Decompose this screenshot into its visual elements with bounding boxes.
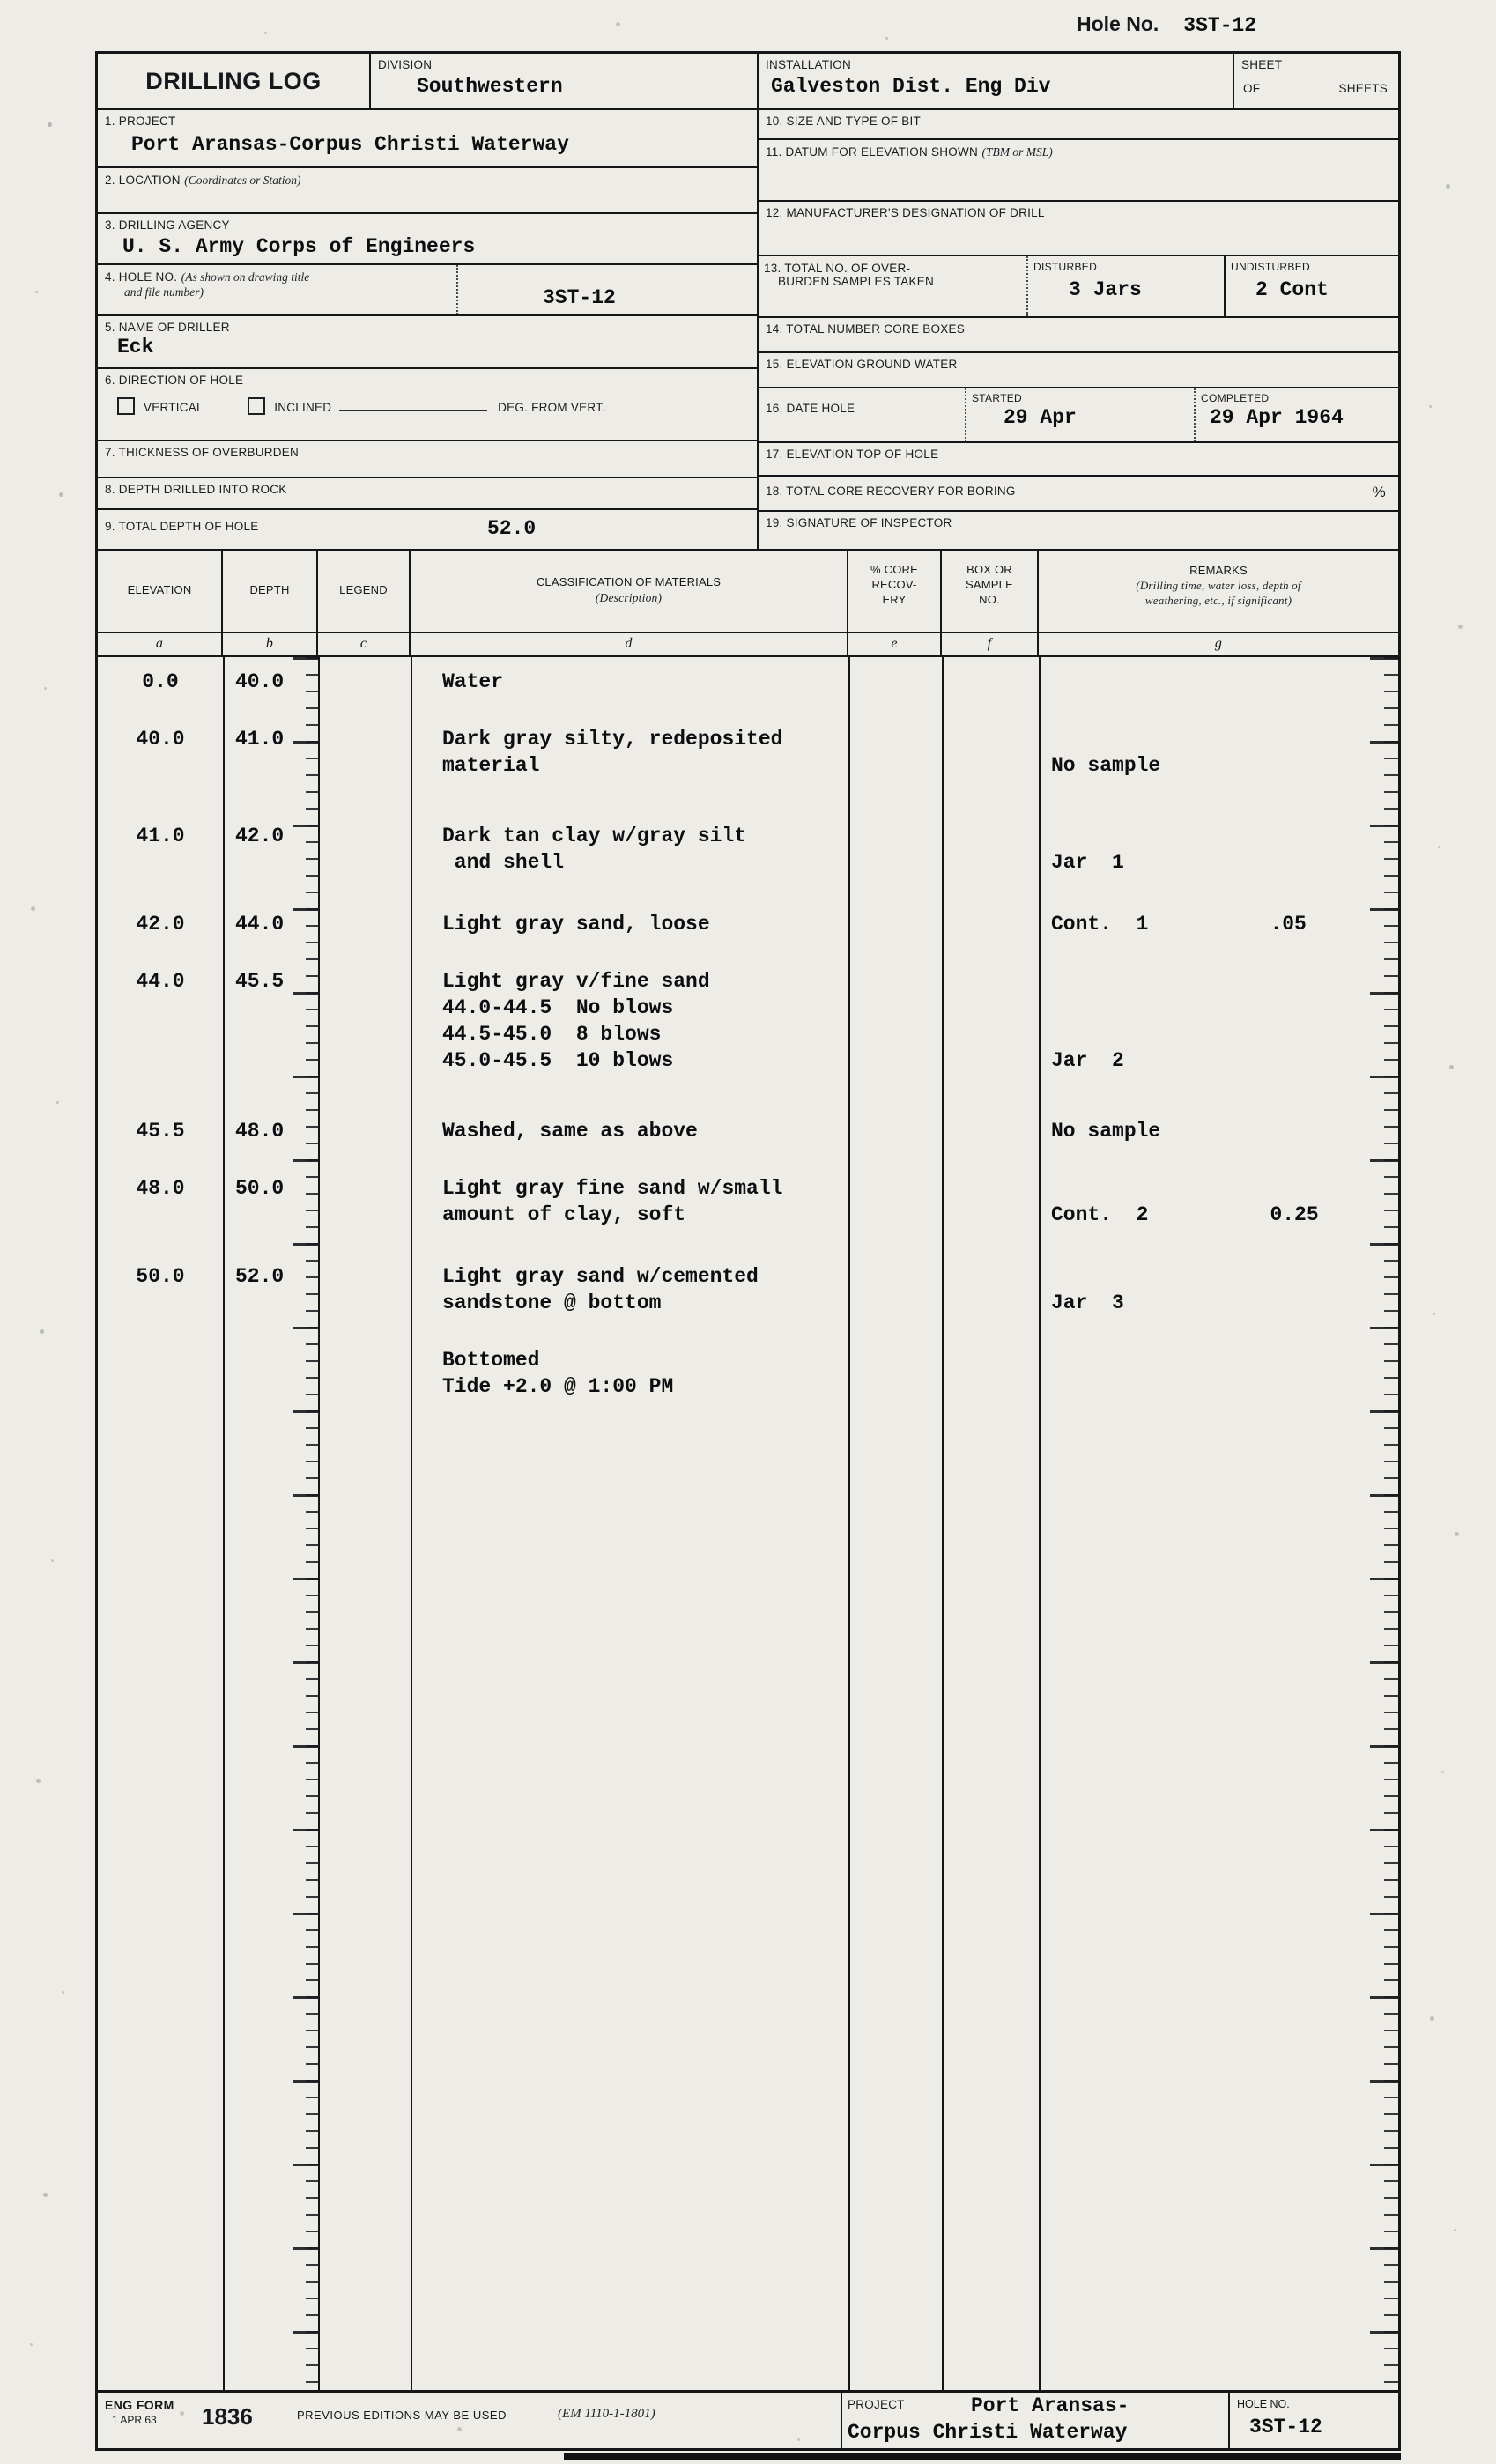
- footer-hole-value: 3ST-12: [1249, 2416, 1322, 2438]
- description-line: amount of clay, soft: [442, 1203, 686, 1226]
- entry-description: [411, 911, 848, 937]
- classification-header-note: (Description): [595, 591, 663, 604]
- entry-description: [411, 1118, 848, 1144]
- entry-box-sample: [942, 1175, 1039, 1228]
- field-core-boxes: [759, 318, 1398, 353]
- entry-description: [411, 968, 848, 1074]
- classification-sub-letter: d: [411, 632, 847, 655]
- description-line: and shell: [442, 851, 565, 874]
- entry-box-sample: [942, 1263, 1039, 1316]
- footer-project-box: [842, 2393, 1230, 2448]
- description-line: Tide +2.0 @ 1:00 PM: [442, 1375, 674, 1398]
- log-entry: [98, 1263, 1398, 1316]
- field-direction: [98, 369, 757, 441]
- field-drill-designation-label: 12. MANUFACTURER'S DESIGNATION OF DRILL: [766, 206, 1045, 219]
- description-line: Light gray v/fine sand: [442, 970, 710, 993]
- field-rock-depth: [98, 478, 757, 510]
- field-overburden-thickness: [98, 441, 757, 478]
- entry-remarks: [1039, 1118, 1398, 1144]
- entry-remarks: [1039, 669, 1398, 695]
- field-hole-no-divider: [456, 265, 458, 314]
- entry-depth: 44.0: [235, 913, 285, 936]
- elevation-sub-letter: a: [98, 632, 221, 655]
- depth-header-label: DEPTH: [249, 583, 290, 596]
- entry-elevation: 45.5: [136, 1120, 185, 1143]
- previous-editions-note: PREVIOUS EDITIONS MAY BE USED: [297, 2409, 507, 2422]
- field-bit: [759, 110, 1398, 140]
- entry-depth: 52.0: [235, 1265, 285, 1288]
- recovery-sub-letter: e: [848, 632, 940, 655]
- field-agency-value: U. S. Army Corps of Engineers: [122, 235, 476, 258]
- box-sub-letter: f: [942, 632, 1037, 655]
- date-started-label: STARTED: [972, 392, 1022, 404]
- form-title: DRILLING LOG: [145, 67, 322, 94]
- entry-description: [411, 1175, 848, 1228]
- field-top-elevation: [759, 443, 1398, 477]
- field-total-depth: [98, 510, 757, 549]
- sheet-box: [1234, 54, 1398, 108]
- entry-remarks: [1039, 823, 1398, 876]
- division-value: Southwestern: [417, 75, 563, 98]
- entry-legend: [318, 1118, 411, 1144]
- entry-legend: [318, 726, 411, 779]
- installation-box: [759, 54, 1234, 108]
- date-completed-label: COMPLETED: [1201, 392, 1270, 404]
- entry-legend: [318, 1263, 411, 1316]
- hole-no-value: 3ST-12: [1183, 14, 1257, 37]
- field-hole-no-note1: (As shown on drawing title: [181, 270, 310, 284]
- entry-depth: 40.0: [235, 670, 285, 693]
- em-reference: (EM 1110-1-1801): [558, 2407, 655, 2421]
- entry-elevation: 0.0: [142, 670, 179, 693]
- field-location-label: 2. LOCATION: [105, 174, 181, 187]
- undisturbed-label: UNDISTURBED: [1231, 261, 1310, 273]
- description-line: Light gray fine sand w/small: [442, 1177, 783, 1200]
- entry-depth: 41.0: [235, 728, 285, 751]
- sheet-of-label: OF: [1243, 82, 1261, 95]
- footer-hole-label: HOLE NO.: [1237, 2398, 1290, 2410]
- entry-recovery: [848, 1118, 942, 1144]
- form-header-row: [98, 54, 1398, 110]
- remark-line: Jar 1: [1051, 851, 1124, 874]
- date-started-value: 29 Apr: [1004, 406, 1077, 429]
- col-header-remarks: [1039, 551, 1398, 655]
- remarks-sub-letter: g: [1039, 632, 1398, 655]
- entry-elevation: 42.0: [136, 913, 185, 936]
- log-entry: [98, 911, 1398, 937]
- disturbed-label: DISTURBED: [1033, 261, 1098, 273]
- entry-remarks: [1039, 1175, 1398, 1228]
- elevation-header-label: ELEVATION: [127, 583, 192, 596]
- entry-legend: [318, 669, 411, 695]
- right-field-column: [759, 110, 1398, 549]
- entry-remarks: [1039, 911, 1398, 937]
- col-header-elevation: [98, 551, 223, 655]
- description-line: sandstone @ bottom: [442, 1291, 662, 1314]
- disturbed-value: 3 Jars: [1069, 278, 1142, 301]
- field-ground-water-label: 15. ELEVATION GROUND WATER: [766, 358, 958, 371]
- remark-line: No sample: [1051, 754, 1161, 777]
- entry-description: [411, 726, 848, 779]
- entry-elevation: 44.0: [136, 970, 185, 993]
- installation-value: Galveston Dist. Eng Div: [771, 75, 1051, 98]
- entry-remarks: [1039, 1263, 1398, 1316]
- left-field-column: [98, 110, 759, 549]
- undisturbed-box: [1224, 256, 1398, 316]
- log-entry: [98, 968, 1398, 1074]
- division-box: [371, 54, 759, 108]
- footer-form-box: [98, 2393, 842, 2448]
- field-rock-depth-label: 8. DEPTH DRILLED INTO ROCK: [105, 483, 287, 496]
- entry-remarks: [1039, 1347, 1398, 1400]
- field-samples-label2: BURDEN SAMPLES TAKEN: [778, 275, 935, 288]
- field-direction-label: 6. DIRECTION OF HOLE: [105, 374, 244, 387]
- entry-elevation: 41.0: [136, 825, 185, 847]
- remark-line: No sample: [1051, 1120, 1161, 1143]
- entry-elevation: 48.0: [136, 1177, 185, 1200]
- log-entry: [98, 823, 1398, 876]
- degrees-blank-line: [339, 399, 487, 411]
- field-hole-no-note2: and file number): [124, 285, 204, 299]
- field-project-value: Port Aransas-Corpus Christi Waterway: [131, 133, 569, 156]
- legend-sub-letter: c: [318, 632, 409, 655]
- log-entry: [98, 669, 1398, 695]
- entry-recovery: [848, 823, 942, 876]
- recovery-header-line1: % CORE: [870, 563, 918, 576]
- field-location: [98, 168, 757, 214]
- entry-description: [411, 669, 848, 695]
- entry-recovery: [848, 1347, 942, 1400]
- field-datum-label: 11. DATUM FOR ELEVATION SHOWN: [766, 145, 979, 159]
- field-bit-label: 10. SIZE AND TYPE OF BIT: [766, 115, 922, 128]
- form-footer-row: [98, 2390, 1398, 2448]
- description-line: material: [442, 754, 540, 777]
- log-entry: [98, 1347, 1398, 1400]
- col-header-recovery: [848, 551, 942, 655]
- entry-elevation: 50.0: [136, 1265, 185, 1288]
- date-started-box: [965, 388, 1194, 441]
- entry-legend: [318, 911, 411, 937]
- field-samples-label1: 13. TOTAL NO. OF OVER-: [764, 262, 911, 275]
- log-table: [98, 549, 1398, 2390]
- field-inspector-label: 19. SIGNATURE OF INSPECTOR: [766, 516, 952, 529]
- footer-project-label: PROJECT: [848, 2398, 905, 2411]
- col-header-legend: [318, 551, 411, 655]
- field-total-depth-value: 52.0: [487, 517, 537, 540]
- field-total-depth-label: 9. TOTAL DEPTH OF HOLE: [105, 520, 259, 533]
- description-line: 45.0-45.5 10 blows: [442, 1049, 674, 1072]
- entry-elevation: 40.0: [136, 728, 185, 751]
- footer-project-value-line2: Corpus Christi Waterway: [848, 2421, 1128, 2444]
- entry-depth: 45.5: [235, 970, 285, 993]
- entry-description: [411, 1263, 848, 1316]
- entry-depth: 50.0: [235, 1177, 285, 1200]
- deg-from-vert-label: DEG. FROM VERT.: [498, 401, 606, 414]
- entry-depth: 48.0: [235, 1120, 285, 1143]
- box-header-line3: NO.: [979, 593, 1000, 606]
- description-line: 44.0-44.5 No blows: [442, 996, 674, 1019]
- remark-line: Cont. 1 .05: [1051, 913, 1307, 936]
- field-location-note: (Coordinates or Station): [184, 174, 301, 187]
- log-entry: [98, 1175, 1398, 1228]
- entry-recovery: [848, 911, 942, 937]
- field-project: [98, 110, 757, 168]
- field-datum: [759, 140, 1398, 202]
- recovery-header-line3: ERY: [882, 593, 907, 606]
- field-core-recovery: [759, 477, 1398, 512]
- remark-line: Jar 3: [1051, 1291, 1124, 1314]
- form-number: 1836: [202, 2403, 253, 2430]
- field-driller-label: 5. NAME OF DRILLER: [105, 321, 230, 334]
- entry-elevation: [98, 1347, 223, 1400]
- sheets-label: SHEETS: [1338, 82, 1388, 95]
- recovery-header-line2: RECOV-: [871, 578, 917, 591]
- col-header-depth: [223, 551, 318, 655]
- field-datum-note: (TBM or MSL): [981, 145, 1053, 159]
- description-line: Washed, same as above: [442, 1120, 698, 1143]
- entry-legend: [318, 968, 411, 1074]
- entry-legend: [318, 823, 411, 876]
- entry-recovery: [848, 1263, 942, 1316]
- division-label: DIVISION: [378, 58, 433, 71]
- field-inspector: [759, 512, 1398, 549]
- description-line: Bottomed: [442, 1349, 540, 1372]
- drilling-log-form: [95, 51, 1401, 2451]
- entry-recovery: [848, 669, 942, 695]
- entry-remarks: [1039, 726, 1398, 779]
- scan-edge-artifact: [564, 2453, 1401, 2460]
- vertical-label: VERTICAL: [144, 401, 204, 414]
- footer-hole-box: [1230, 2393, 1398, 2448]
- date-completed-box: [1194, 388, 1398, 441]
- entry-recovery: [848, 968, 942, 1074]
- description-line: Light gray sand w/cemented: [442, 1265, 759, 1288]
- sheet-label: SHEET: [1241, 58, 1283, 71]
- field-samples-label-box: [759, 256, 1026, 316]
- remarks-header-note1: (Drilling time, water loss, depth of: [1136, 579, 1301, 592]
- field-overburden-thickness-label: 7. THICKNESS OF OVERBURDEN: [105, 446, 300, 459]
- description-line: Dark gray silty, redeposited: [442, 728, 783, 751]
- entry-description: [411, 823, 848, 876]
- entry-box-sample: [942, 968, 1039, 1074]
- field-agency: [98, 214, 757, 265]
- entry-legend: [318, 1175, 411, 1228]
- log-entry: [98, 1118, 1398, 1144]
- description-line: Water: [442, 670, 504, 693]
- remark-line: Cont. 2 0.25: [1051, 1203, 1319, 1226]
- box-header-line2: SAMPLE: [966, 578, 1013, 591]
- col-header-classification: [411, 551, 848, 655]
- eng-form-label: ENG FORM: [105, 2398, 174, 2412]
- field-date-hole: [759, 388, 1398, 443]
- remarks-header-label: REMARKS: [1189, 564, 1248, 577]
- field-samples: [759, 256, 1398, 318]
- log-body: [98, 657, 1398, 2390]
- entry-box-sample: [942, 911, 1039, 937]
- field-hole-no: [98, 265, 757, 316]
- field-driller: [98, 316, 757, 369]
- disturbed-box: [1026, 256, 1224, 316]
- undisturbed-value: 2 Cont: [1255, 278, 1329, 301]
- entry-box-sample: [942, 1118, 1039, 1144]
- entry-description: [411, 1347, 848, 1400]
- entry-remarks: [1039, 968, 1398, 1074]
- field-drill-designation: [759, 202, 1398, 256]
- entry-recovery: [848, 726, 942, 779]
- field-driller-value: Eck: [117, 336, 154, 359]
- field-hole-no-value: 3ST-12: [543, 286, 616, 309]
- remarks-header-note2: weathering, etc., if significant): [1144, 594, 1292, 607]
- vertical-checkbox: [117, 397, 135, 415]
- field-ground-water: [759, 353, 1398, 388]
- entry-box-sample: [942, 1347, 1039, 1400]
- inclined-label: INCLINED: [274, 401, 332, 414]
- field-date-hole-label: 16. DATE HOLE: [766, 402, 855, 415]
- field-agency-label: 3. DRILLING AGENCY: [105, 218, 230, 232]
- field-project-label: 1. PROJECT: [105, 115, 176, 128]
- legend-header-label: LEGEND: [339, 583, 388, 596]
- field-core-boxes-label: 14. TOTAL NUMBER CORE BOXES: [766, 322, 966, 336]
- hole-no-header: [1077, 12, 1256, 39]
- description-line: 44.5-45.0 8 blows: [442, 1023, 662, 1046]
- log-entry: [98, 726, 1398, 779]
- classification-header-label: CLASSIFICATION OF MATERIALS: [536, 575, 722, 588]
- box-header-line1: BOX OR: [966, 563, 1012, 576]
- depth-sub-letter: b: [223, 632, 316, 655]
- entry-depth: 42.0: [235, 825, 285, 847]
- field-top-elevation-label: 17. ELEVATION TOP OF HOLE: [766, 448, 939, 461]
- form-title-box: [98, 54, 371, 108]
- eng-form-date-label: 1 APR 63: [112, 2414, 157, 2426]
- log-table-header: [98, 551, 1398, 657]
- hole-no-label: Hole No.: [1077, 12, 1159, 35]
- field-hole-no-label: 4. HOLE NO.: [105, 270, 178, 284]
- entry-recovery: [848, 1175, 942, 1228]
- description-line: Light gray sand, loose: [442, 913, 710, 936]
- field-date-hole-label-box: [759, 388, 965, 441]
- footer-project-value-line1: Port Aransas-: [971, 2394, 1129, 2417]
- entry-depth: [223, 1347, 318, 1400]
- entry-box-sample: [942, 823, 1039, 876]
- inclined-checkbox: [248, 397, 265, 415]
- field-core-recovery-label: 18. TOTAL CORE RECOVERY FOR BORING: [766, 485, 1016, 498]
- field-core-recovery-percent: %: [1372, 484, 1386, 500]
- description-line: Dark tan clay w/gray silt: [442, 825, 747, 847]
- entry-legend: [318, 1347, 411, 1400]
- entry-box-sample: [942, 726, 1039, 779]
- entry-box-sample: [942, 669, 1039, 695]
- remark-line: Jar 2: [1051, 1049, 1124, 1072]
- col-header-box-sample: [942, 551, 1039, 655]
- installation-label: INSTALLATION: [766, 58, 852, 71]
- date-completed-value: 29 Apr 1964: [1210, 406, 1344, 429]
